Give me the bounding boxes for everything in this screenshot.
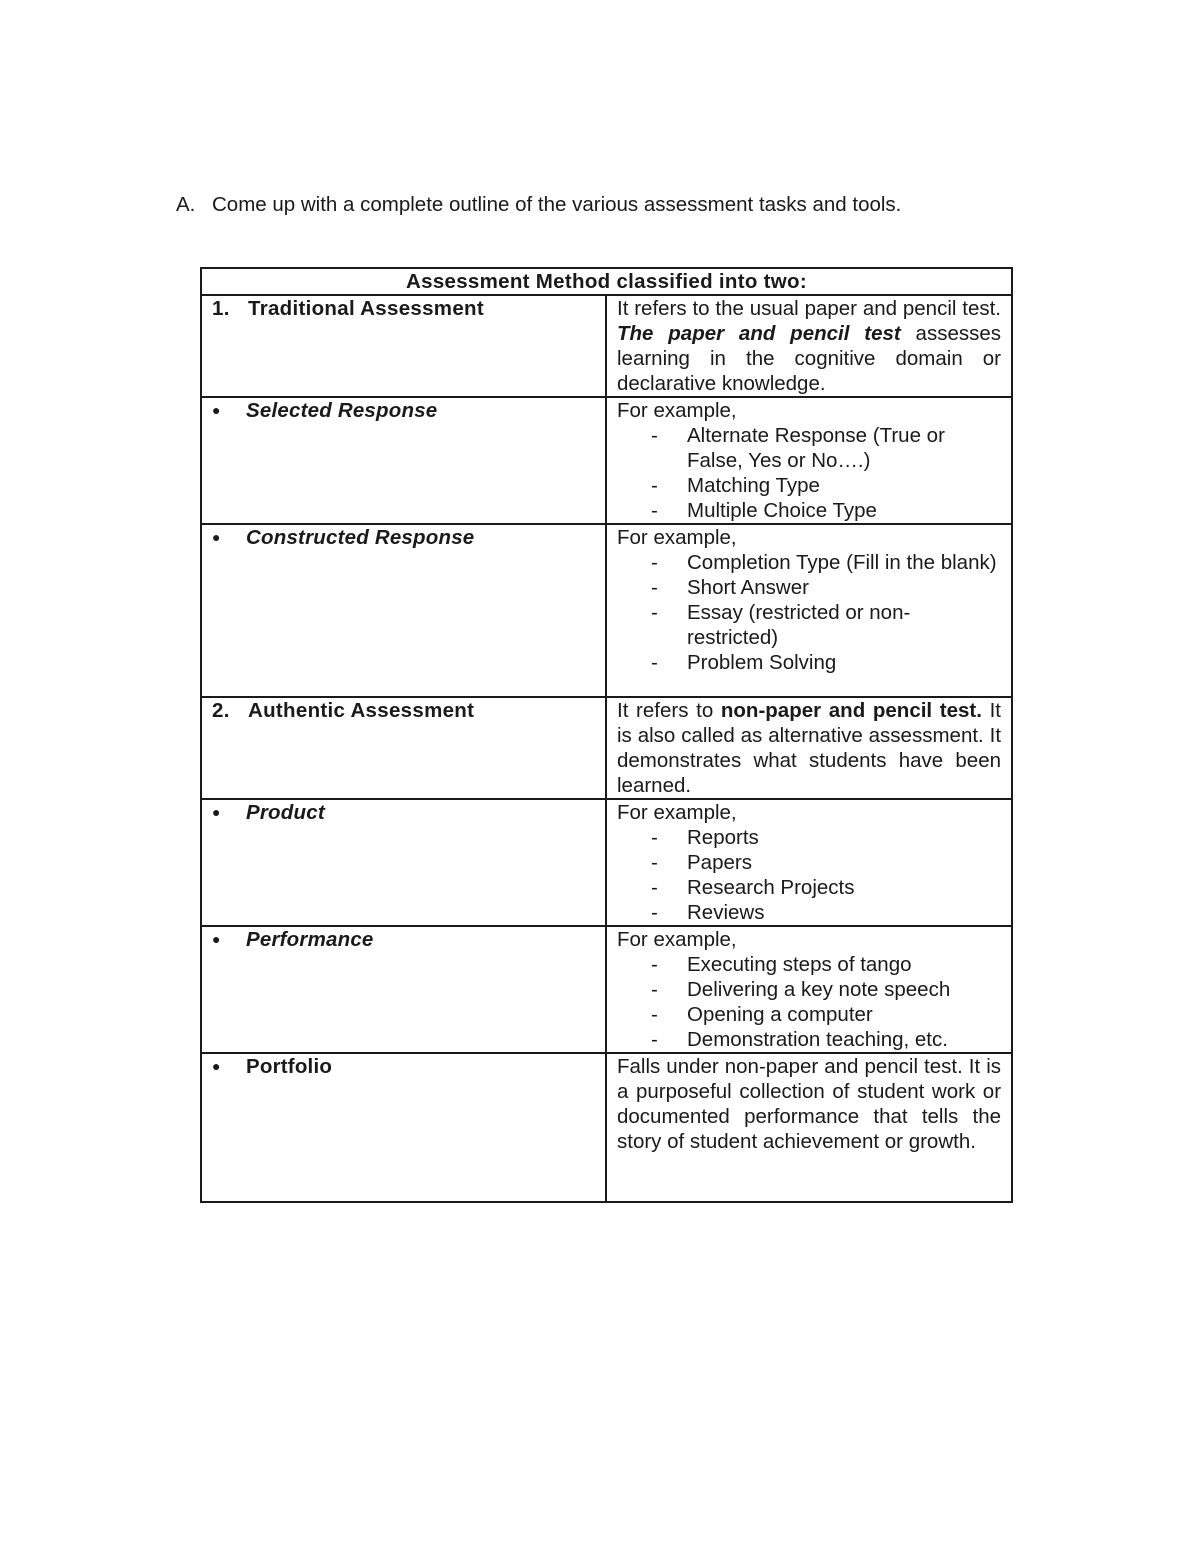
performance-intro: For example, — [617, 928, 737, 951]
list-item: - Reviews — [617, 900, 1001, 925]
list-item: - Completion Type (Fill in the blank) — [617, 550, 1001, 575]
bullet-icon: ● — [212, 1058, 221, 1074]
table-header: Assessment Method classified into two: — [201, 268, 1012, 295]
list-item: - Reports — [617, 825, 1001, 850]
product-label-text: Product — [246, 801, 325, 824]
product-intro: For example, — [617, 801, 737, 824]
authentic-desc-emphasis: non-paper and pencil test. — [720, 699, 982, 722]
authentic-label-text: Authentic Assessment — [248, 699, 475, 722]
authentic-assessment-label — [212, 699, 474, 722]
selected-label-text: Selected Response — [246, 399, 438, 422]
authentic-description — [606, 697, 1012, 799]
product-label-cell — [201, 799, 606, 926]
product-examples — [606, 799, 1012, 926]
portfolio-description: Falls under non-paper and pencil test. It is a purposeful collection of student work or documented performance that tells the story of student achievement or growth. — [606, 1053, 1012, 1202]
table-row — [201, 1053, 1012, 1202]
assessment-outline-table — [200, 267, 1013, 1203]
performance-examples — [606, 926, 1012, 1053]
list-item: - Executing steps of tango — [617, 952, 1001, 977]
performance-list — [617, 952, 1001, 1052]
table-row — [201, 697, 1012, 799]
table-row — [201, 295, 1012, 397]
list-item: - Research Projects — [617, 875, 1001, 900]
list-item: - Papers — [617, 850, 1001, 875]
product-list — [617, 825, 1001, 925]
traditional-assessment-label — [212, 297, 484, 320]
list-item: - Problem Solving — [617, 650, 1001, 675]
performance-label — [212, 928, 374, 951]
constructed-list — [617, 550, 1001, 675]
table-row — [201, 926, 1012, 1053]
list-item: - Demonstration teaching, etc. — [617, 1027, 1001, 1052]
traditional-description — [606, 295, 1012, 397]
traditional-number: 1. — [212, 297, 230, 320]
traditional-desc-emphasis: The paper and pencil test — [617, 322, 901, 345]
bullet-icon: ● — [212, 529, 221, 545]
selected-examples — [606, 397, 1012, 524]
portfolio-label-text: Portfolio — [246, 1055, 333, 1078]
instruction-line — [176, 192, 901, 218]
table-row — [201, 524, 1012, 697]
table-header-row — [201, 268, 1012, 295]
traditional-desc-prefix: It refers to the usual paper and pencil test. — [617, 297, 1002, 320]
traditional-label-text: Traditional Assessment — [248, 297, 484, 320]
constructed-response-label — [212, 526, 474, 549]
traditional-desc-suffix: assesses learning in the cognitive domain or declarative knowledge. — [617, 322, 1002, 395]
list-item: - Opening a computer — [617, 1002, 1001, 1027]
constructed-examples — [606, 524, 1012, 697]
authentic-desc-prefix: It refers to — [617, 699, 714, 722]
list-item: - Multiple Choice Type — [617, 498, 1001, 523]
constructed-label-cell — [201, 524, 606, 697]
constructed-label-text: Constructed Response — [246, 526, 475, 549]
selected-label-cell — [201, 397, 606, 524]
bullet-icon: ● — [212, 931, 221, 947]
instruction-letter: A. — [176, 193, 196, 216]
authentic-label-cell — [201, 697, 606, 799]
constructed-intro: For example, — [617, 526, 737, 549]
list-item: - Delivering a key note speech — [617, 977, 1001, 1002]
list-item: - Alternate Response (True or False, Yes or No….) — [617, 423, 1001, 473]
portfolio-label — [212, 1055, 332, 1078]
portfolio-label-cell — [201, 1053, 606, 1202]
performance-label-cell — [201, 926, 606, 1053]
selected-intro: For example, — [617, 399, 737, 422]
list-item: - Matching Type — [617, 473, 1001, 498]
bullet-icon: ● — [212, 402, 221, 418]
instruction-text: Come up with a complete outline of the various assessment tasks and tools. — [212, 193, 902, 216]
table-row — [201, 397, 1012, 524]
list-item: - Essay (restricted or non-restricted) — [617, 600, 1001, 650]
selected-list — [617, 423, 1001, 523]
performance-label-text: Performance — [246, 928, 374, 951]
authentic-number: 2. — [212, 699, 230, 722]
traditional-label-cell — [201, 295, 606, 397]
list-item: - Short Answer — [617, 575, 1001, 600]
product-label — [212, 801, 325, 824]
table-row — [201, 799, 1012, 926]
selected-response-label — [212, 399, 437, 422]
bullet-icon: ● — [212, 804, 221, 820]
authentic-desc-suffix: It is also called as alternative assessment. It demonstrates what students have been learned. — [617, 699, 1002, 797]
